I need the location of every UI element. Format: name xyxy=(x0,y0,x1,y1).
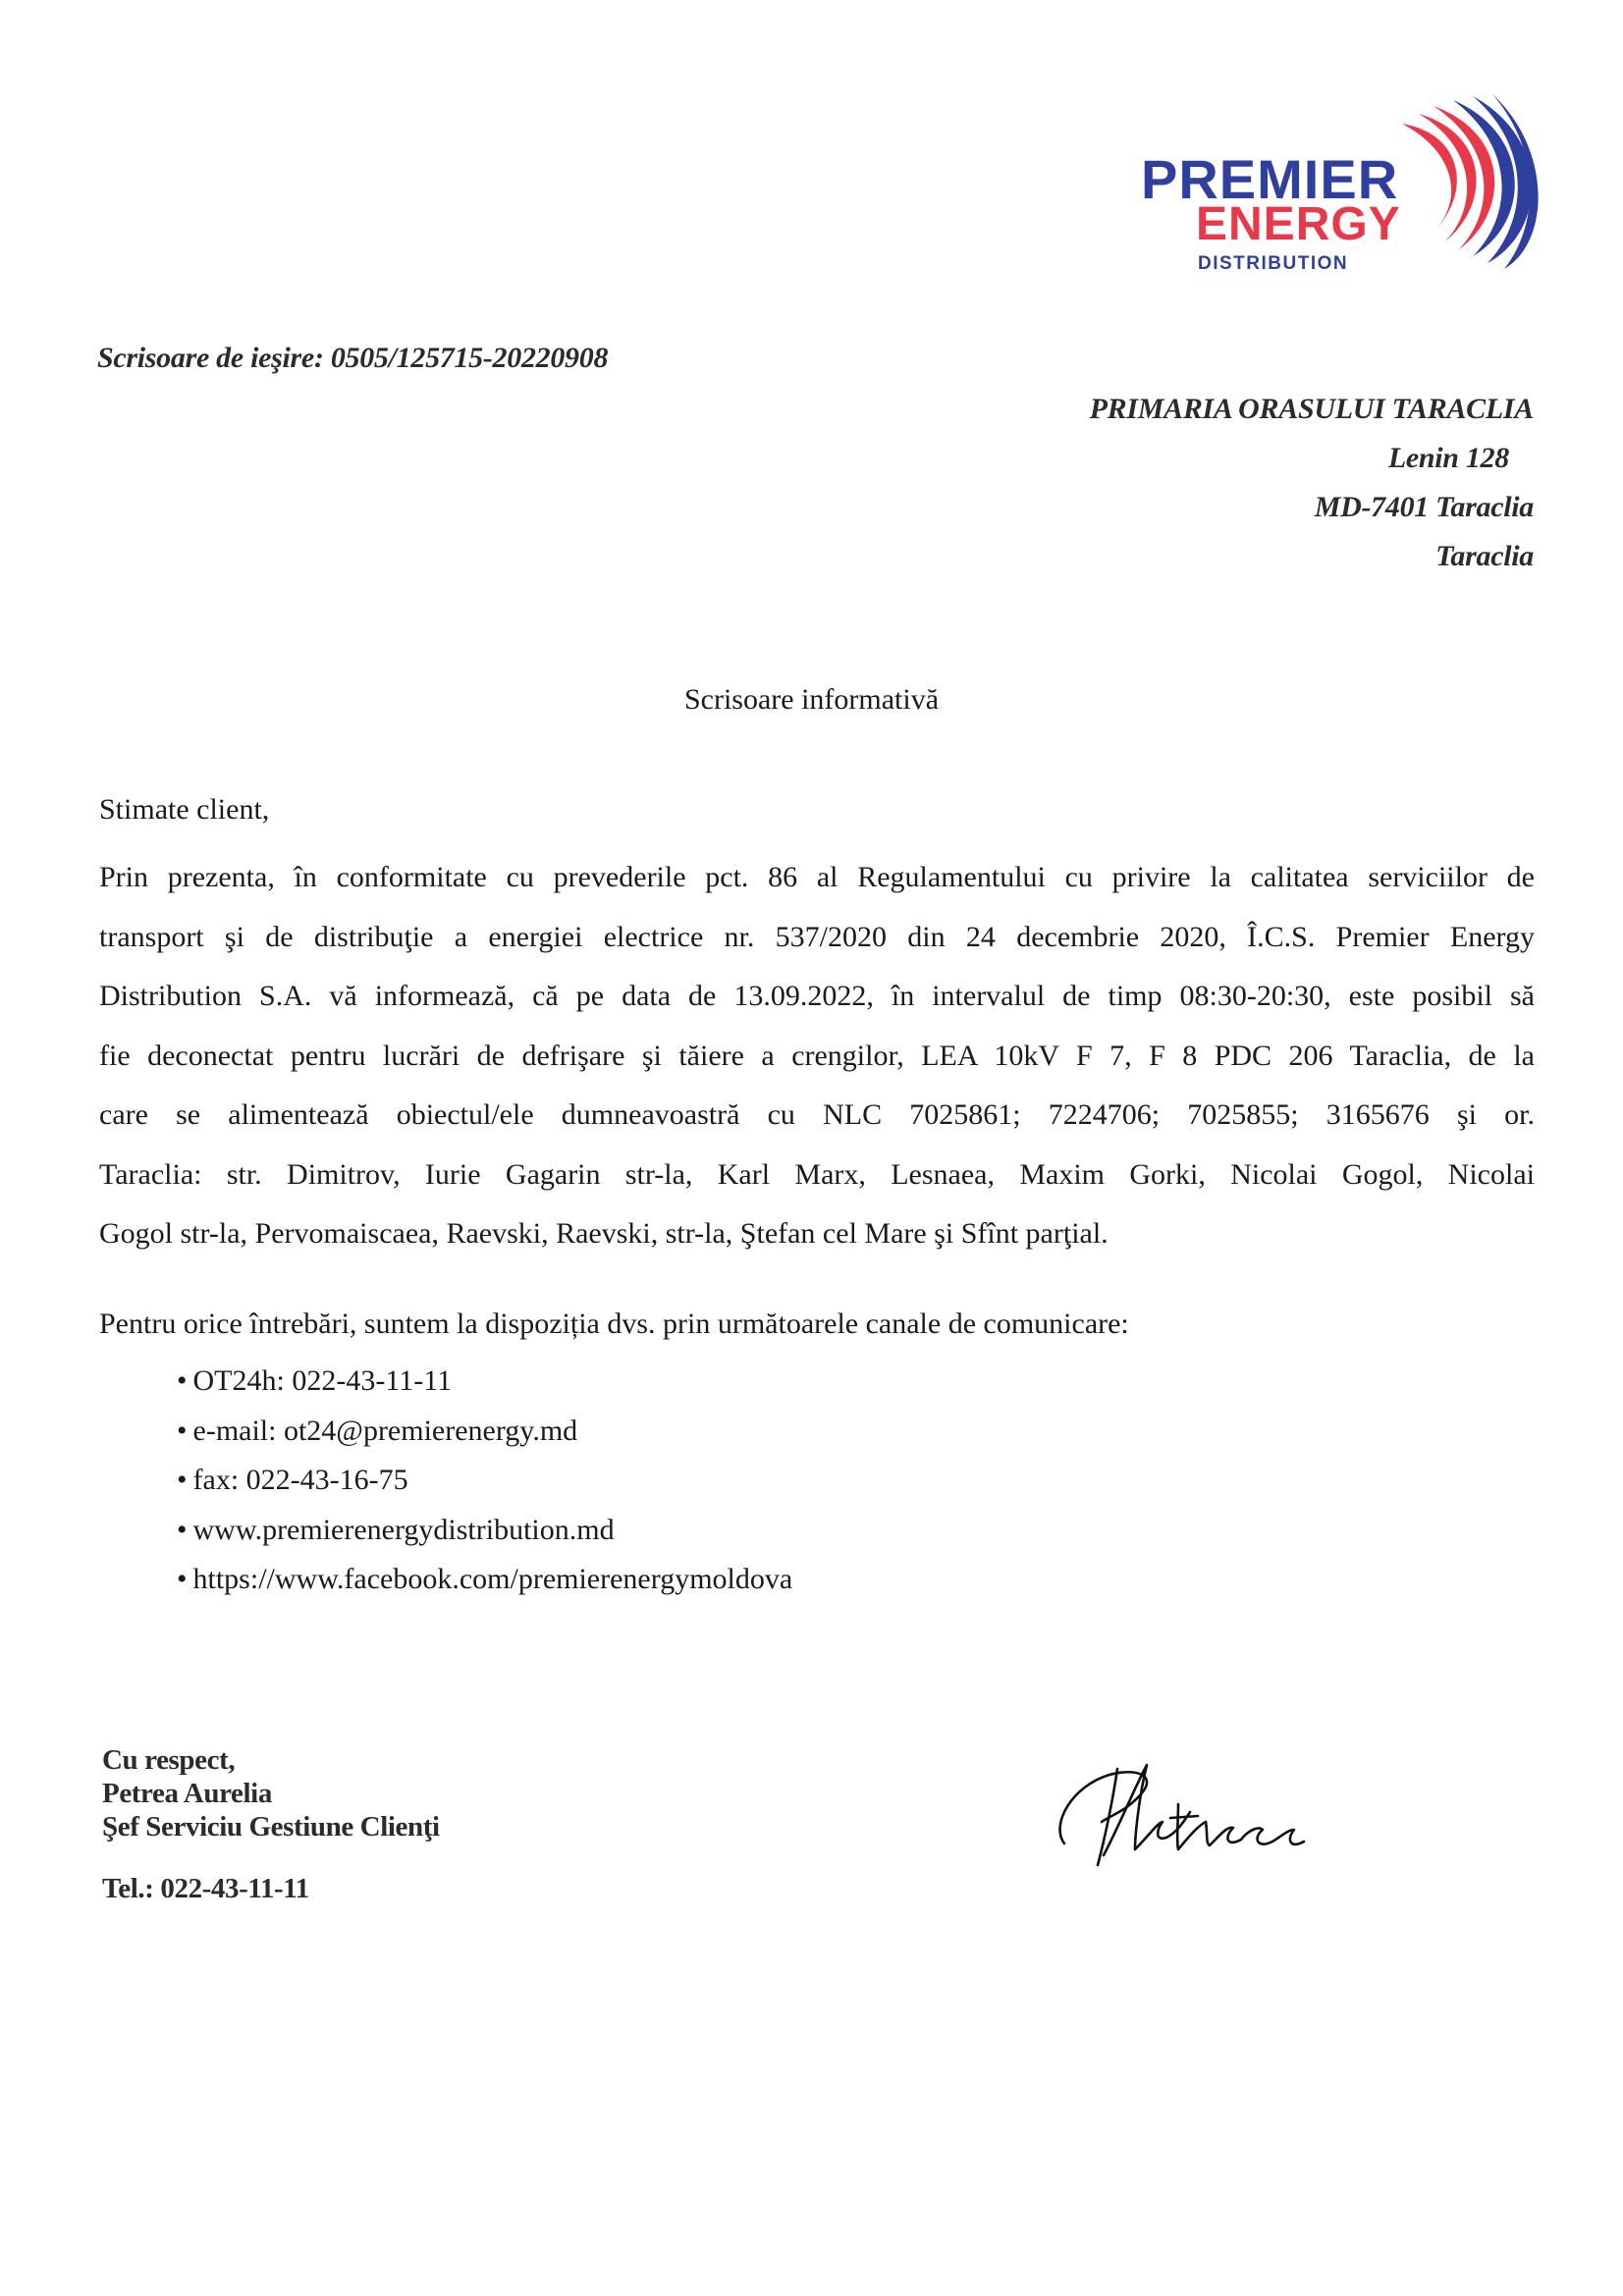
bullet-icon: • xyxy=(177,1464,188,1496)
handwritten-signature xyxy=(1041,1728,1316,1875)
contact-fax: fax: 022-43-16-75 xyxy=(192,1464,408,1496)
closing-regards: Cu respect, xyxy=(102,1744,236,1776)
bullet-icon: • xyxy=(177,1563,188,1595)
contact-item-facebook xyxy=(177,1555,792,1605)
recipient-name: PRIMARIA ORASULUI TARACLIA xyxy=(1089,393,1534,425)
premier-energy-logo xyxy=(1139,94,1551,281)
body-line: Gogol str-la, Pervomaiscaea, Raevski, Raevski, str-la, Ştefan cel Mare şi Sfînt parţial. xyxy=(99,1217,1109,1250)
contact-item-phone xyxy=(177,1357,792,1407)
logo-swirl-icon xyxy=(1402,94,1539,269)
recipient-street: Lenin 128 xyxy=(1387,442,1509,474)
contact-facebook: https://www.facebook.com/premierenergymoldova xyxy=(192,1563,793,1595)
body-line: Taraclia: str. Dimitrov, Iurie Gagarin str-la, Karl Marx, Lesnaea, Maxim Gorki, Nicolai Gogol, Nicolai xyxy=(99,1157,1535,1191)
signatory-name: Petrea Aurelia xyxy=(102,1778,272,1809)
outgoing-reference: Scrisoare de ieşire: 0505/125715-20220908 xyxy=(97,342,609,374)
recipient-address xyxy=(1090,385,1534,581)
body-line: care se alimentează obiectul/ele dumneavoastră cu NLC 7025861; 7224706; 7025855; 3165676 şi or. xyxy=(99,1098,1535,1131)
logo-line1: PREMIER xyxy=(1141,148,1399,210)
contact-website: www.premierenergydistribution.md xyxy=(192,1513,615,1546)
signatory-phone: Tel.: 022-43-11-11 xyxy=(102,1873,309,1904)
body-line: Distribution S.A. vă informează, că pe data de 13.09.2022, în intervalul de timp 08:30-20:30, este posibil să xyxy=(99,980,1535,1012)
closing-block xyxy=(102,1743,440,1843)
contact-item-email xyxy=(177,1407,792,1457)
bullet-icon: • xyxy=(177,1414,188,1447)
contact-list xyxy=(177,1357,792,1605)
recipient-postal: MD-7401 Taraclia xyxy=(1314,491,1534,523)
contact-item-fax xyxy=(177,1456,792,1506)
body-line: transport şi de distribuţie a energiei electrice nr. 537/2020 din 24 decembrie 2020, Î.C.S. Premier Energy xyxy=(99,920,1535,953)
letter-subject: Scrisoare informativă xyxy=(683,683,940,716)
contact-phone: OT24h: 022-43-11-11 xyxy=(192,1364,453,1397)
signatory-position: Şef Serviciu Gestiune Clienţi xyxy=(102,1811,440,1842)
contact-email: e-mail: ot24@premierenergy.md xyxy=(192,1414,578,1447)
body-line: Prin prezenta, în conformitate cu prevederile pct. 86 al Regulamentului cu privire la calitatea serviciilor de xyxy=(99,861,1535,893)
greeting: Stimate client, xyxy=(99,793,270,826)
body-line: fie deconectat pentru lucrări de defrişare şi tăiere a crengilor, LEA 10kV F 7, F 8 PDC 206 Taraclia, de la xyxy=(99,1039,1535,1072)
contact-intro: Pentru orice întrebări, suntem la dispoziția dvs. prin următoarele canale de comunicare: xyxy=(99,1308,1129,1340)
body-paragraph xyxy=(99,848,1535,1264)
contact-item-website xyxy=(177,1506,792,1556)
logo-line3: DISTRIBUTION xyxy=(1198,253,1349,274)
recipient-locality: Taraclia xyxy=(1435,540,1534,572)
logo-line2: ENERGY xyxy=(1196,198,1401,250)
bullet-icon: • xyxy=(177,1513,188,1546)
bullet-icon: • xyxy=(177,1364,188,1397)
